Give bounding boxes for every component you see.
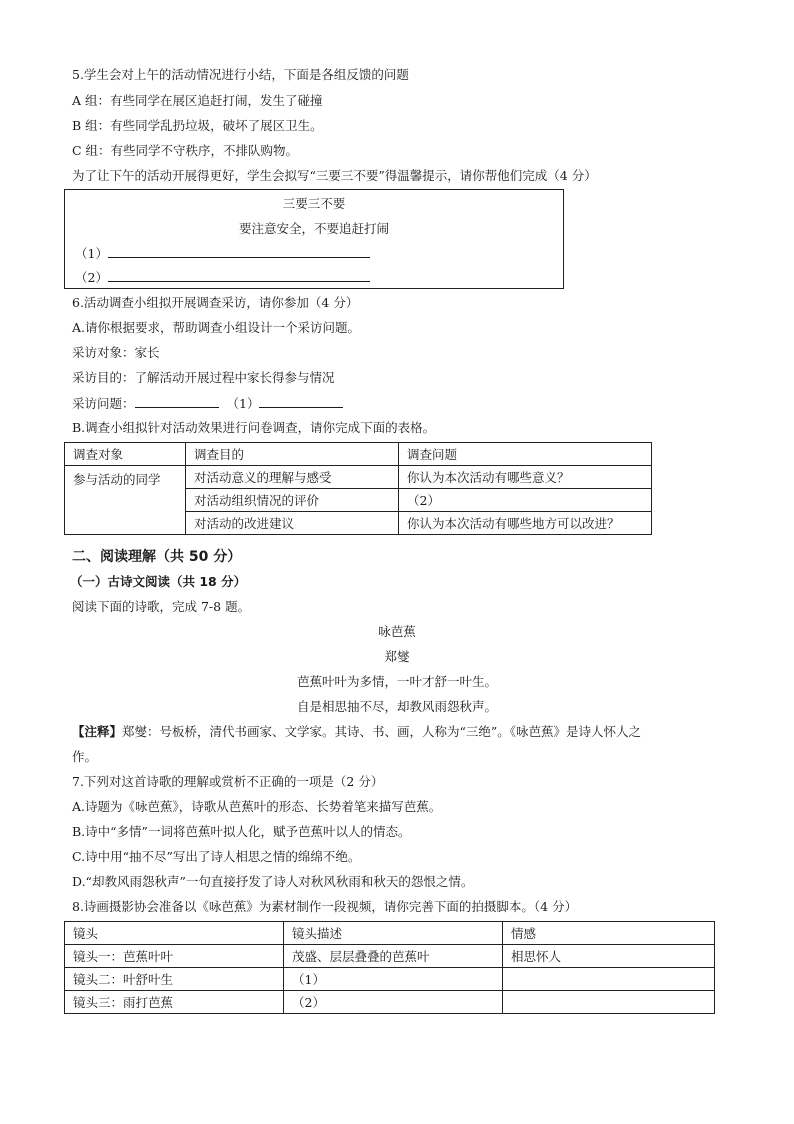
q5-blank-2-label: （2） <box>75 270 108 285</box>
q6-title: 6.活动调查小组拟开展调查采访，请你参加（4 分） <box>72 295 359 310</box>
q8-header-emotion: 情感 <box>503 922 715 945</box>
q6-purpose-cell: 对活动组织情况的评价 <box>186 489 399 512</box>
section-2-title: 二、阅读理解（共 50 分） <box>72 549 242 565</box>
table-row <box>65 466 652 489</box>
table-row <box>65 991 715 1014</box>
q8-emotion-cell[interactable] <box>503 968 715 991</box>
table-row <box>65 945 715 968</box>
q6-question-cell: 你认为本次活动有哪些地方可以改进？ <box>399 512 652 535</box>
poem-author: 郑燮 <box>384 649 410 664</box>
table-row <box>65 922 715 945</box>
q6-question-answer-cell[interactable]: （2） <box>399 489 652 512</box>
q6-header-purpose: 调查目的 <box>186 443 399 466</box>
q7-option-b: B.诗中“多情”一词将芭蕉叶拟人化，赋予芭蕉叶以人的情态。 <box>72 824 411 839</box>
q7-option-a: A.诗题为《咏芭蕉》，诗歌从芭蕉叶的形态、长势着笔来描写芭蕉。 <box>72 799 442 814</box>
q5-tips-box <box>64 189 564 289</box>
q6-question-line <box>72 395 343 412</box>
q6-question-cell: 你认为本次活动有哪些意义？ <box>399 466 652 489</box>
q8-emotion-cell: 相思怀人 <box>503 945 715 968</box>
q8-description-answer-cell[interactable]: （2） <box>284 991 503 1014</box>
poem-note-text: 郑燮：号板桥，清代书画家、文学家。其诗、书、画，人称为“三绝”。《咏芭蕉》是诗人怀人之 <box>122 724 642 739</box>
q8-shot-cell: 镜头三：雨打芭蕉 <box>65 991 284 1014</box>
q8-script-table <box>64 921 715 1014</box>
q6-purpose-cell: 对活动意义的理解与感受 <box>186 466 399 489</box>
poem-line-2: 自是相思抽不尽，却教风雨怨秋声。 <box>296 699 497 714</box>
q7-title: 7.下列对这首诗歌的理解或赏析不正确的一项是（2 分） <box>72 774 384 789</box>
section-2-sub-1: （一）古诗文阅读（共 18 分） <box>70 574 247 589</box>
q6-subject-cell: 参与活动的同学 <box>65 466 186 535</box>
q8-description-answer-cell[interactable]: （1） <box>284 968 503 991</box>
poem-title: 咏芭蕉 <box>378 624 416 639</box>
q6-question-number: （1） <box>226 396 260 411</box>
q5-blank-2[interactable] <box>108 269 370 282</box>
q5-answer-line-1[interactable] <box>75 245 370 262</box>
q5-group-b: B 组：有些同学乱扔垃圾，破坏了展区卫生。 <box>72 118 323 133</box>
q5-box-example: 要注意安全，不要追赶打闹 <box>238 221 389 236</box>
q6-purpose: 采访目的：了解活动开展过程中家长得参与情况 <box>72 370 335 385</box>
q7-option-c: C.诗中用“抽不尽”写出了诗人相思之情的绵绵不绝。 <box>72 849 361 864</box>
q7-option-d: D.“却教风雨怨秋声”一句直接抒发了诗人对秋风秋雨和秋天的怨恨之情。 <box>72 874 474 889</box>
q5-title: 5.学生会对上午的活动情况进行小结，下面是各组反馈的问题 <box>72 67 409 82</box>
q6-question-blank-b[interactable] <box>259 395 343 408</box>
q5-prompt: 为了让下午的活动开展得更好，学生会拟写“三要三不要”得温馨提示，请你帮他们完成（4 分） <box>72 168 597 183</box>
q6-question-blank-a[interactable] <box>135 395 219 408</box>
q5-box-title: 三要三不要 <box>282 196 346 211</box>
q5-group-c: C 组：有些同学不守秩序，不排队购物。 <box>72 143 299 158</box>
q8-header-description: 镜头描述 <box>284 922 503 945</box>
poem-note-label: 【注释】 <box>72 724 123 739</box>
q6-header-question: 调查问题 <box>399 443 652 466</box>
poem-line-1: 芭蕉叶叶为多情，一叶才舒一叶生。 <box>296 674 497 689</box>
q8-title: 8.诗画摄影协会准备以《咏芭蕉》为素材制作一段视频，请你完善下面的拍摄脚本。（4 分） <box>72 899 578 914</box>
q6-part-a: A.请你根据要求，帮助调查小组设计一个采访问题。 <box>72 320 361 335</box>
q8-emotion-cell[interactable] <box>503 991 715 1014</box>
q5-blank-1[interactable] <box>108 245 370 258</box>
q6-question-label: 采访问题： <box>72 396 135 411</box>
table-row <box>65 443 652 466</box>
poem-note-continued: 作。 <box>72 749 98 764</box>
q8-description-cell: 茂盛、层层叠叠的芭蕉叶 <box>284 945 503 968</box>
q6-part-b: B.调查小组拟针对活动效果进行问卷调查，请你完成下面的表格。 <box>72 420 436 435</box>
q8-header-shot: 镜头 <box>65 922 284 945</box>
section-2-instruction: 阅读下面的诗歌，完成 7-8 题。 <box>72 599 251 614</box>
q6-target: 采访对象：家长 <box>72 345 160 360</box>
q6-header-subject: 调查对象 <box>65 443 186 466</box>
table-row <box>65 968 715 991</box>
poem-note <box>72 724 641 740</box>
q5-answer-line-2[interactable] <box>75 269 370 286</box>
q5-blank-1-label: （1） <box>75 246 108 261</box>
q8-shot-cell: 镜头一：芭蕉叶叶 <box>65 945 284 968</box>
q8-shot-cell: 镜头二：叶舒叶生 <box>65 968 284 991</box>
q5-group-a: A 组：有些同学在展区追赶打闹，发生了碰撞 <box>72 93 323 108</box>
q6-survey-table <box>64 442 652 535</box>
q6-purpose-cell: 对活动的改进建议 <box>186 512 399 535</box>
